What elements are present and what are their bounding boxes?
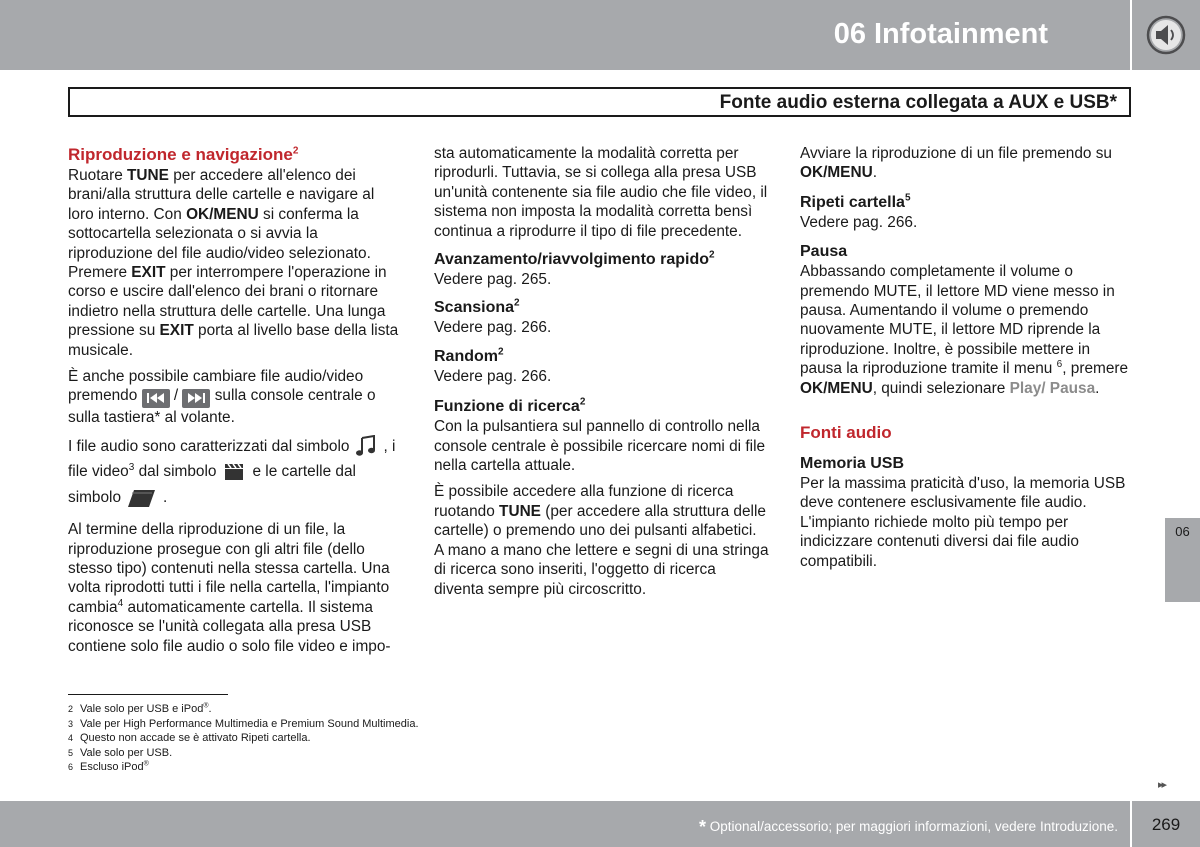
video-clapper-icon (222, 462, 246, 487)
section-title-box (68, 87, 1131, 117)
chapter-tab (1165, 518, 1200, 602)
paragraph-navigation: Ruotare TUNE per accedere all'elenco dei brani/alla struttura delle cartelle e navigare al loro interno. Con OK/MENU si conferma la sottocartella selezionata o si avvia la riproduzione del file audio/video selezionato. Premere EXIT per interrompere l'operazione in corso e uscire dall'elenco dei brani o ritornare indietro nella struttura delle cartelle. Una lunga pressione su EXIT porta al livello base della lista musicale. (68, 167, 399, 359)
column-1 (68, 144, 400, 663)
footnotes (68, 702, 419, 775)
text-scan: Vedere pag. 266. (434, 319, 552, 337)
paragraph-end-playback: Al termine della riproduzione di un file, la riproduzione prosegue con gli altri file (dello stesso tipo) contenuti nella stessa cartella. Una volta riprodotti tutti i file nella cartella, l'impianto cambia$^4$ automaticamente cartella. Il sistema riconosce se l'unità collegata alla presa USB contiene solo file audio o solo file video e impo- (68, 521, 391, 655)
text-fast-forward: Vedere pag. 265. (434, 271, 552, 289)
footnote-item: 5 Vale solo per USB. (68, 746, 173, 759)
footnote-item: 2 Vale solo per USB e iPod®. (68, 702, 212, 715)
page-number-box (1132, 801, 1200, 847)
paragraph-change-file: È anche possibile cambiare file audio/video premendo / sulla console centrale o sulla tastiera* al volante. (68, 368, 376, 427)
chapter-title: 06 Infotainment (833, 18, 1048, 50)
heading-random: Random$^2$ (434, 346, 504, 365)
footnote-item: 3 Vale per High Performance Multimedia e Premium Sound Multimedia. (68, 717, 419, 730)
heading-repeat-folder: Ripeti cartella$^5$ (800, 192, 911, 211)
heading-usb-memory: Memoria USB (800, 455, 905, 473)
footnote-rule (68, 694, 228, 695)
text-pause: Abbassando completamente il volume o premendo MUTE, il lettore MD viene messo in pausa. Aumentando il volume o premendo nuovamente MUTE, il lettore MD riprende la riproduzione. Inoltre, è possibile mettere in pausa la riproduzione tramite il menu $^6$, premere OK/MENU, quindi selezionare Play/ Pausa. (800, 263, 1129, 397)
section-title: Fonte audio esterna collegata a AUX e USB* (719, 92, 1117, 113)
heading-playback-navigation: Riproduzione e navigazione$^2$ (68, 145, 299, 164)
heading-scan: Scansiona$^2$ (434, 298, 520, 317)
paragraph-search-access: È possibile accedere alla funzione di ricerca ruotando TUNE (per accedere alla struttura delle cartelle) o premendo uno dei pulsanti alfabetici. A mano a mano che lettere e segni di una stringa di ricerca sono inseriti, l'oggetto di ricerca diventa sempre più circoscritto. (434, 483, 769, 598)
column-3 (800, 144, 1135, 578)
folder-icon (127, 488, 157, 513)
paragraph-mode-continued: sta automaticamente la modalità corretta per riprodurli. Tuttavia, se si collega alla presa USB un'unità contenente sia file audio che file video, il sistema non imposta la modalità corretta bensì continua a riprodurre il tipo di file precedente. (434, 145, 768, 240)
continue-arrows-icon: ▸▸ (1158, 779, 1166, 791)
text-usb-memory: Per la massima praticità d'uso, la memoria USB deve contenere esclusivamente file audio. L'impianto richiede molto più tempo per indicizzare contenuti diversi dai file audio compatibili. (800, 475, 1126, 570)
heading-search: Funzione di ricerca$^2$ (434, 396, 586, 416)
column-2 (434, 144, 769, 606)
header-bar (0, 0, 1130, 70)
chapter-tab-label: 06 (1175, 524, 1190, 539)
text-repeat-folder: Vedere pag. 266. (800, 213, 918, 231)
heading-audio-sources: Fonti audio (800, 423, 892, 443)
footer-bar (0, 801, 1130, 847)
footer-note: * Optional/accessorio; per maggiori informazioni, vedere Introduzione. (699, 817, 1118, 837)
speaker-icon (1143, 15, 1189, 55)
footnote-item: 4 Questo non accade se è attivato Ripeti cartella. (68, 732, 311, 744)
music-note-icon (355, 435, 377, 462)
chapter-icon-box (1132, 0, 1200, 70)
paragraph-symbols: I file audio sono caratterizzati dal simbolo , i file video$^3$ dal simbolo e le cartelle dal simbolo . (68, 435, 400, 513)
heading-pause: Pausa (800, 243, 848, 261)
text-random: Vedere pag. 266. (434, 367, 552, 385)
footnote-item: 6 Escluso iPod® (68, 760, 149, 773)
heading-fast-forward: Avanzamento/riavvolgimento rapido$^2$ (434, 249, 715, 269)
next-track-icon (182, 389, 210, 408)
prev-track-icon (142, 389, 170, 408)
text-search: Con la pulsantiera sul pannello di controllo nella console centrale è possibile ricercare nomi di file nella cartella attuale. (434, 418, 766, 475)
page-number: 269 (1151, 815, 1181, 834)
paragraph-start-playback: Avviare la riproduzione di un file premendo su OK/MENU. (800, 145, 1112, 182)
